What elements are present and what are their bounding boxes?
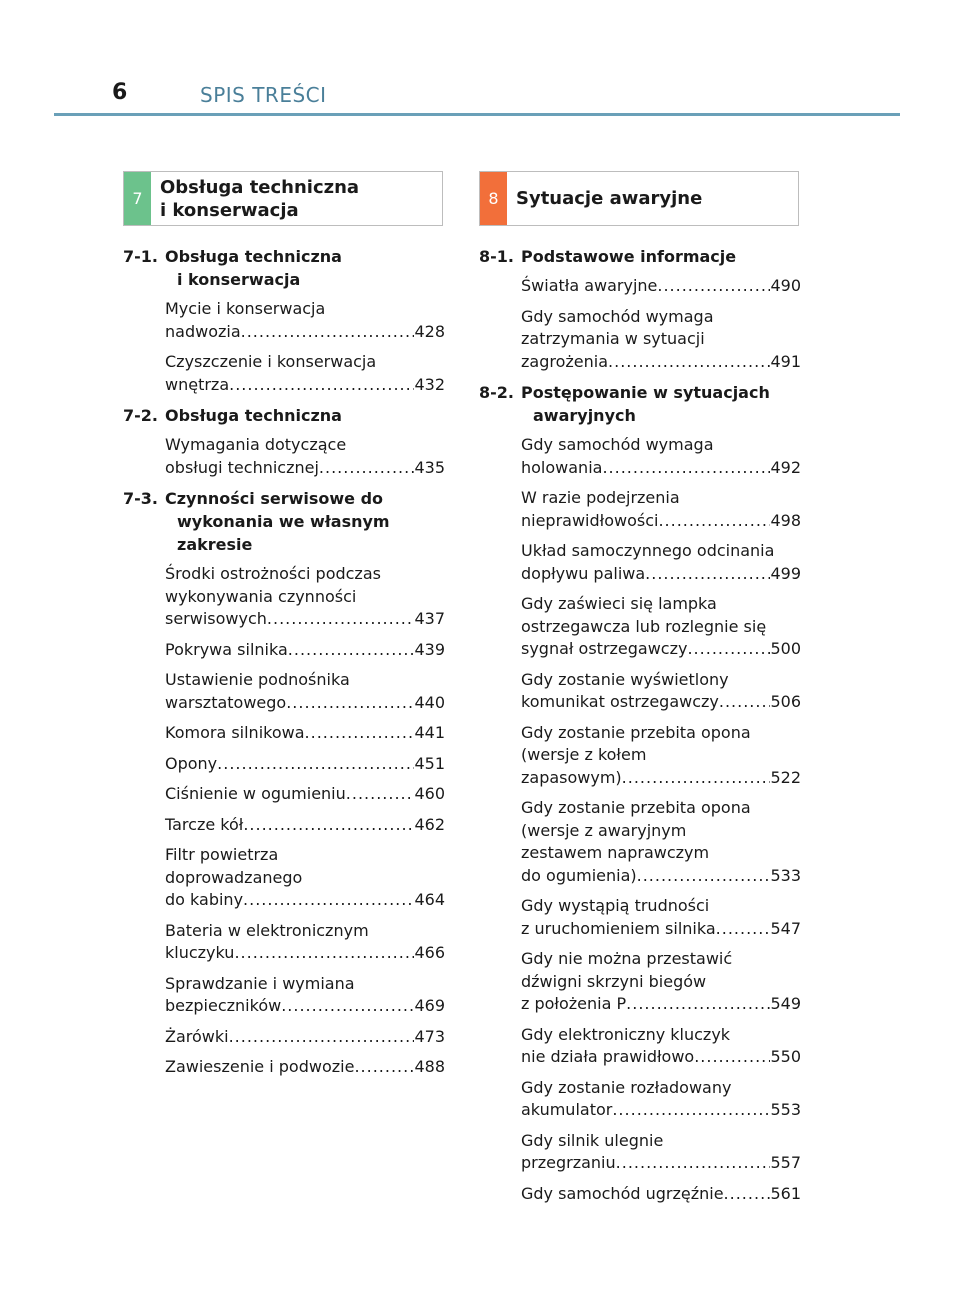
toc-entry-text <box>165 434 445 479</box>
toc-entry-text <box>165 844 445 912</box>
toc-page-number: 428 <box>414 321 445 341</box>
toc-entry-label: Światła awaryjne <box>521 276 658 295</box>
dot-leader <box>229 374 414 397</box>
page-header <box>0 0 960 120</box>
section-title-text: Czynności serwisowe do wykonania we własnym zakresie <box>165 489 390 554</box>
toc-entry-text <box>165 814 445 837</box>
toc-entry-line: Gdy wystąpią trudności <box>521 896 710 915</box>
toc-section-8-2 <box>479 381 801 1205</box>
dot-leader <box>622 767 771 790</box>
dot-leader <box>281 995 414 1018</box>
toc-page-number: 492 <box>770 457 801 477</box>
toc-entry-label: Opony <box>165 753 218 773</box>
toc-entry-link[interactable] <box>521 948 801 1016</box>
toc-entry-label: warsztatowego <box>165 692 287 712</box>
section-title: SPIS TREŚCI <box>200 83 327 107</box>
toc-entry-label: zagrożenia <box>521 351 609 371</box>
toc-entry-label: nadwozia <box>165 321 241 341</box>
toc-entry-text <box>521 275 801 298</box>
toc-entry-last-line <box>521 1099 801 1122</box>
toc-entry-text <box>165 783 445 806</box>
section-code: 7-2. <box>123 406 158 425</box>
toc-page-number: 462 <box>414 814 445 834</box>
section-code: 8-1. <box>479 247 514 266</box>
toc-entry-last-line <box>521 918 801 941</box>
toc-entry-label: do ogumienia) <box>521 865 637 885</box>
toc-entry-line: ostrzegawcza lub rozlegnie się <box>521 616 767 636</box>
toc-entry-link[interactable] <box>521 306 801 374</box>
toc-entry-last-line <box>521 865 801 888</box>
toc-entry-link[interactable] <box>165 783 445 806</box>
dot-leader <box>243 889 414 912</box>
toc-entry-last-line <box>165 995 445 1018</box>
toc-page-number: 547 <box>770 918 801 938</box>
toc-page-number: 460 <box>414 784 445 803</box>
toc-entry-text <box>521 434 801 479</box>
dot-leader <box>229 1026 415 1049</box>
toc-column-chapter-8 <box>479 171 801 1213</box>
toc-entry-text <box>165 351 445 396</box>
toc-page-number: 500 <box>770 639 801 658</box>
toc-entry-label: sygnał ostrzegawczy <box>521 639 688 658</box>
toc-entry-last-line <box>521 638 801 661</box>
toc-entry-line: Wymagania dotyczące <box>165 435 347 454</box>
toc-entry-line: Gdy nie można przestawić <box>521 949 733 968</box>
toc-page-number: 469 <box>414 996 445 1015</box>
toc-entry-line: Sprawdzanie i wymiana <box>165 973 355 993</box>
toc-page-number: 557 <box>770 1153 801 1172</box>
dot-leader <box>612 1099 770 1122</box>
section-heading[interactable] <box>123 404 445 427</box>
toc-entry-text <box>165 920 445 965</box>
toc-entry-line: dźwigni skrzyni biegów <box>521 971 707 991</box>
dot-leader <box>657 275 770 298</box>
toc-entry-link[interactable] <box>165 722 445 745</box>
toc-entry-line: Mycie i konserwacja <box>165 299 326 318</box>
toc-entry-text <box>165 639 445 662</box>
toc-entry-link[interactable] <box>165 639 445 662</box>
toc-entry-text <box>521 797 801 887</box>
toc-entry-label: dopływu paliwa <box>521 563 646 583</box>
dot-leader <box>354 1056 414 1079</box>
toc-entry-label: Żarówki <box>165 1026 229 1046</box>
toc-page-number: 473 <box>414 1026 445 1046</box>
dot-leader <box>687 638 770 661</box>
toc-entry-line: (wersje z kołem <box>521 745 647 764</box>
dot-leader <box>234 942 414 965</box>
toc-entry-text <box>521 895 801 940</box>
toc-page-number: 464 <box>414 890 445 909</box>
toc-entry-link[interactable] <box>165 351 445 396</box>
section-heading[interactable] <box>479 245 801 268</box>
toc-page-number: 488 <box>414 1057 445 1076</box>
toc-entry-text <box>521 669 801 714</box>
toc-entry-line: Gdy zostanie wyświetlony <box>521 669 729 689</box>
toc-entry-last-line <box>165 321 445 344</box>
section-heading[interactable] <box>123 245 445 291</box>
toc-entry-text <box>521 540 801 585</box>
toc-entry-line: Gdy zostanie rozładowany <box>521 1077 732 1097</box>
toc-entry-text <box>165 1026 445 1049</box>
toc-section-7-3 <box>123 487 445 1079</box>
chapter-header-7 <box>123 171 443 226</box>
toc-entry-line: zatrzymania w sytuacji <box>521 329 705 348</box>
toc-entry-last-line <box>521 351 801 374</box>
toc-entry-label: komunikat ostrzegawczy <box>521 692 719 711</box>
toc-entry-text <box>165 722 445 745</box>
toc-entry-line: Gdy zaświeci się lampka <box>521 594 717 613</box>
toc-entry-label: holowania <box>521 457 603 477</box>
toc-entry-text <box>521 1130 801 1175</box>
toc-page-number: 561 <box>770 1183 801 1203</box>
dot-leader <box>637 865 771 888</box>
toc-entry-link[interactable] <box>521 722 801 790</box>
dot-leader <box>645 563 770 586</box>
dot-leader <box>719 691 771 714</box>
toc-entry-label: nieprawidłowości <box>521 510 659 530</box>
toc-entry-label: akumulator <box>521 1100 613 1119</box>
dot-leader <box>217 753 414 776</box>
toc-entry-text <box>521 1183 801 1206</box>
toc-page-number: 466 <box>414 943 445 962</box>
toc-entry-label: Tarcze kół <box>165 814 244 834</box>
section-title-text: Obsługa techniczna i konserwacja <box>165 247 342 289</box>
toc-section-8-1 <box>479 245 801 373</box>
toc-entry-label: Ciśnienie w ogumieniu <box>165 784 346 803</box>
toc-entry-label: serwisowych <box>165 609 267 628</box>
toc-entry-line: Gdy zostanie przebita opona <box>521 798 751 817</box>
toc-entry-line: Gdy zostanie przebita opona <box>521 722 751 742</box>
toc-entry-label: do kabiny <box>165 890 244 909</box>
toc-entry-line: Filtr powietrza <box>165 845 279 864</box>
chapter-number-badge: 8 <box>480 172 507 225</box>
toc-entry-label: z położenia P <box>521 994 627 1013</box>
toc-entry-link[interactable] <box>165 434 445 479</box>
toc-entry-text <box>521 306 801 374</box>
toc-entry-text <box>165 1056 445 1079</box>
toc-entry-line: doprowadzanego <box>165 867 303 887</box>
toc-entry-last-line <box>165 374 445 397</box>
toc-entry-line: Układ samoczynnego odcinania <box>521 541 775 560</box>
toc-entry-link[interactable] <box>521 593 801 661</box>
toc-entry-link[interactable] <box>165 298 445 343</box>
toc-entry-text <box>165 973 445 1018</box>
toc-entry-label: przegrzaniu <box>521 1153 616 1172</box>
toc-entry-label: nie działa prawidłowo <box>521 1047 695 1066</box>
toc-entry-label: bezpieczników <box>165 996 282 1015</box>
toc-entry-line: Środki ostrożności podczas <box>165 564 381 583</box>
toc-entry-link[interactable] <box>165 844 445 912</box>
section-code: 7-1. <box>123 247 158 266</box>
toc-entry-last-line <box>165 639 445 662</box>
toc-entry-text <box>521 1077 801 1122</box>
toc-entry-link[interactable] <box>165 1056 445 1079</box>
page-number: 6 <box>112 80 128 105</box>
toc-page-number: 499 <box>770 563 801 583</box>
toc-entry-line: W razie podejrzenia <box>521 488 680 507</box>
toc-entry-line: (wersje z awaryjnym <box>521 820 687 840</box>
dot-leader <box>716 918 771 941</box>
toc-entry-label: zapasowym) <box>521 767 622 787</box>
toc-entry-label: Gdy samochód ugrzęźnie <box>521 1183 724 1203</box>
toc-entry-link[interactable] <box>521 669 801 714</box>
dot-leader <box>626 993 770 1016</box>
toc-page-number: 491 <box>770 351 801 371</box>
toc-entry-last-line <box>521 510 801 533</box>
toc-entry-last-line <box>165 1026 445 1049</box>
dot-leader <box>305 722 415 745</box>
toc-entry-line: Gdy elektroniczny kluczyk <box>521 1024 731 1044</box>
toc-page-number: 498 <box>770 510 801 530</box>
dot-leader <box>241 321 415 344</box>
toc-entry-link[interactable] <box>521 1183 801 1206</box>
toc-entry-last-line <box>521 993 801 1016</box>
toc-entry-link[interactable] <box>165 753 445 776</box>
toc-page-number: 440 <box>414 692 445 712</box>
section-heading[interactable] <box>123 487 445 556</box>
toc-entry-link[interactable] <box>521 434 801 479</box>
toc-entry-text <box>521 593 801 661</box>
toc-entry-line: Gdy samochód wymaga <box>521 306 714 326</box>
toc-entry-link[interactable] <box>165 1026 445 1049</box>
section-title-text: Obsługa techniczna <box>165 406 342 425</box>
dot-leader <box>243 814 414 837</box>
toc-entry-line: wykonywania czynności <box>165 586 357 606</box>
toc-entry-link[interactable] <box>521 1024 801 1069</box>
toc-entry-text <box>521 948 801 1016</box>
toc-entry-last-line <box>521 457 801 480</box>
toc-entry-line: zestawem naprawczym <box>521 843 710 862</box>
toc-entry-text <box>521 487 801 532</box>
toc-entry-link[interactable] <box>165 920 445 965</box>
toc-entry-link[interactable] <box>165 814 445 837</box>
toc-page-number: 533 <box>770 865 801 885</box>
toc-entry-text <box>165 669 445 714</box>
toc-entry-text <box>521 722 801 790</box>
chapter-title: Sytuacje awaryjne <box>516 188 703 209</box>
toc-entry-line: Gdy silnik ulegnie <box>521 1130 664 1150</box>
toc-entry-link[interactable] <box>165 563 445 631</box>
toc-entry-line: Gdy samochód wymaga <box>521 435 714 454</box>
toc-entry-last-line <box>521 1183 801 1206</box>
toc-entry-text <box>521 1024 801 1069</box>
toc-page-number: 437 <box>414 609 445 628</box>
toc-entry-last-line <box>521 691 801 714</box>
dot-leader <box>608 351 770 374</box>
toc-entry-last-line <box>165 783 445 806</box>
section-code: 7-3. <box>123 489 158 508</box>
toc-page-number: 439 <box>414 639 445 659</box>
toc-entry-text <box>165 298 445 343</box>
toc-section-7-2 <box>123 404 445 479</box>
dot-leader <box>288 639 415 662</box>
toc-entry-label: kluczyku <box>165 943 235 962</box>
toc-entry-last-line <box>165 889 445 912</box>
toc-entry-last-line <box>165 692 445 715</box>
toc-page-number: 490 <box>770 276 801 295</box>
toc-entry-last-line <box>521 767 801 790</box>
dot-leader <box>286 692 414 715</box>
dot-leader <box>694 1046 770 1069</box>
toc-entry-link[interactable] <box>521 797 801 887</box>
header-rule <box>54 113 900 116</box>
toc-entry-link[interactable] <box>521 1130 801 1175</box>
toc-entry-label: Zawieszenie i podwozie <box>165 1057 355 1076</box>
toc-page-number: 441 <box>414 723 445 742</box>
toc-page-number: 553 <box>770 1100 801 1119</box>
section-code: 8-2. <box>479 383 514 402</box>
toc-entry-link[interactable] <box>521 540 801 585</box>
toc-entry-link[interactable] <box>165 973 445 1018</box>
toc-entry-text <box>165 753 445 776</box>
toc-page-number: 549 <box>770 994 801 1013</box>
toc-column-chapter-7 <box>123 171 445 1087</box>
dot-leader <box>319 457 415 480</box>
toc-page-number: 506 <box>770 692 801 711</box>
dot-leader <box>346 783 415 806</box>
toc-entry-last-line <box>165 722 445 745</box>
section-heading[interactable] <box>479 381 801 427</box>
toc-entry-last-line <box>165 942 445 965</box>
dot-leader <box>658 510 770 533</box>
toc-entry-last-line <box>165 1056 445 1079</box>
toc-entry-link[interactable] <box>165 669 445 714</box>
dot-leader <box>267 608 415 631</box>
chapter-number-badge: 7 <box>124 172 151 225</box>
toc-page-number: 432 <box>414 374 445 394</box>
toc-entry-text <box>165 563 445 631</box>
toc-entry-label: Komora silnikowa <box>165 723 305 742</box>
toc-entry-line: Bateria w elektronicznym <box>165 920 369 940</box>
toc-entry-link[interactable] <box>521 1077 801 1122</box>
toc-entry-line: Ustawienie podnośnika <box>165 670 350 689</box>
dot-leader <box>602 457 770 480</box>
toc-entry-last-line <box>165 608 445 631</box>
toc-entry-last-line <box>165 753 445 776</box>
toc-entry-label: obsługi technicznej <box>165 457 319 477</box>
toc-page-number: 550 <box>770 1047 801 1066</box>
chapter-title: Obsługa techniczna i konserwacja <box>160 176 360 221</box>
toc-page-number: 451 <box>414 753 445 773</box>
toc-entry-last-line <box>521 1046 801 1069</box>
toc-entry-label: wnętrza <box>165 374 230 394</box>
dot-leader <box>724 1183 771 1206</box>
toc-entry-link[interactable] <box>521 487 801 532</box>
toc-page-number: 435 <box>414 457 445 477</box>
toc-entry-label: z uruchomieniem silnika <box>521 918 716 938</box>
toc-entry-last-line <box>165 814 445 837</box>
toc-section-7-1 <box>123 245 445 396</box>
toc-page-number: 522 <box>770 767 801 787</box>
toc-entry-last-line <box>521 563 801 586</box>
toc-entry-last-line <box>165 457 445 480</box>
toc-entry-link[interactable] <box>521 275 801 298</box>
toc-entry-line: Czyszczenie i konserwacja <box>165 352 377 371</box>
section-title-text: Podstawowe informacje <box>521 247 737 266</box>
toc-entry-label: Pokrywa silnika <box>165 639 288 659</box>
toc-entry-last-line <box>521 275 801 298</box>
toc-entry-last-line <box>521 1152 801 1175</box>
chapter-header-8 <box>479 171 799 226</box>
section-title-text: Postępowanie w sytuacjach awaryjnych <box>521 383 770 425</box>
dot-leader <box>616 1152 771 1175</box>
toc-entry-link[interactable] <box>521 895 801 940</box>
